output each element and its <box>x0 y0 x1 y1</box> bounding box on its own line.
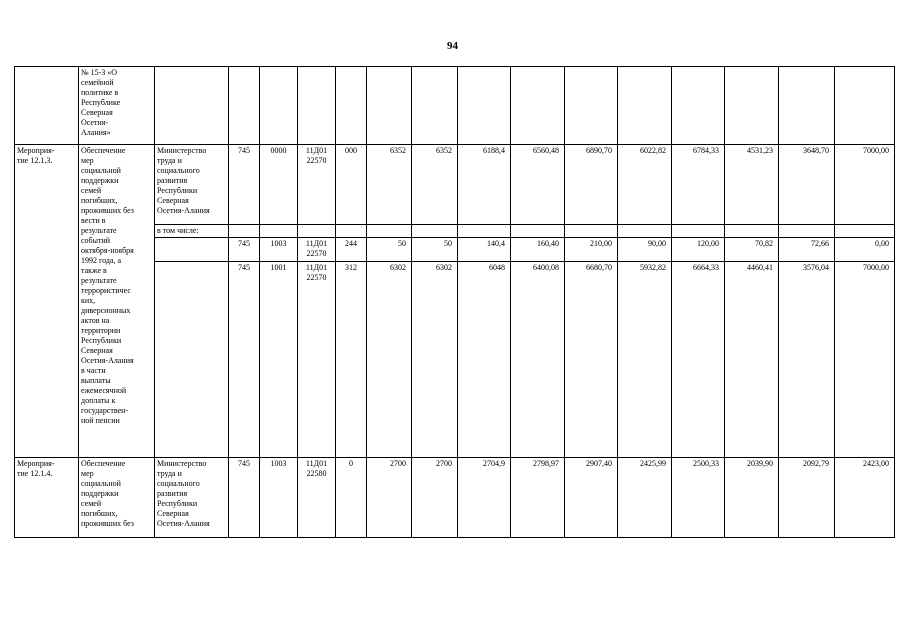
value-cell: 2907,40 <box>565 458 618 538</box>
value-cell: 2704,9 <box>458 458 511 538</box>
rzpr-cell: 1001 <box>260 262 298 458</box>
value-cell: 6352 <box>412 145 458 225</box>
event-cell: Мероприя- тие 12.1.4. <box>15 458 79 538</box>
value-cell: 2500,33 <box>672 458 725 538</box>
executor-cell: Министерство труда и социального развития Республики Северная Осетия-Алания <box>155 145 229 225</box>
vr-cell: 312 <box>336 262 367 458</box>
value-cell: 2423,00 <box>835 458 895 538</box>
value-cell: 2700 <box>367 458 412 538</box>
description-cell: № 15-З «О семейной политике в Республике Северная Осетия- Алания» <box>79 67 155 145</box>
csr-cell: 11Д01 22580 <box>298 458 336 538</box>
vr-cell: 244 <box>336 238 367 262</box>
value-cell: 2425,99 <box>618 458 672 538</box>
value-cell: 6352 <box>367 145 412 225</box>
table-row <box>15 458 895 538</box>
value-cell: 5932,82 <box>618 262 672 458</box>
value-cell: 6664,33 <box>672 262 725 458</box>
value-cell: 140,4 <box>458 238 511 262</box>
value-cell: 90,00 <box>618 238 672 262</box>
value-cell: 50 <box>412 238 458 262</box>
csr-cell: 11Д01 22570 <box>298 262 336 458</box>
value-cell: 2700 <box>412 458 458 538</box>
table-row <box>15 67 895 145</box>
rzpr-cell: 0000 <box>260 145 298 225</box>
vr-cell: 0 <box>336 458 367 538</box>
value-cell: 6188,4 <box>458 145 511 225</box>
value-cell: 6890,70 <box>565 145 618 225</box>
value-cell: 6302 <box>412 262 458 458</box>
budget-table <box>14 66 895 538</box>
value-cell: 210,00 <box>565 238 618 262</box>
value-cell: 0,00 <box>835 238 895 262</box>
grbs-cell: 745 <box>229 238 260 262</box>
executor-cell: Министерство труда и социального развития Республики Северная Осетия-Алания <box>155 458 229 538</box>
value-cell: 6560,48 <box>511 145 565 225</box>
value-cell: 3648,70 <box>779 145 835 225</box>
grbs-cell: 745 <box>229 458 260 538</box>
value-cell: 6400,08 <box>511 262 565 458</box>
page-number: 94 <box>447 40 458 52</box>
value-cell: 70,82 <box>725 238 779 262</box>
value-cell: 7000,00 <box>835 145 895 225</box>
value-cell: 72,66 <box>779 238 835 262</box>
grbs-cell: 745 <box>229 145 260 225</box>
value-cell: 4460,41 <box>725 262 779 458</box>
table-row <box>15 145 895 225</box>
description-cell: Обеспечение мер социальной поддержки семей погибших, проживших без <box>79 458 155 538</box>
value-cell: 6022,82 <box>618 145 672 225</box>
rzpr-cell: 1003 <box>260 238 298 262</box>
value-cell: 120,00 <box>672 238 725 262</box>
vr-cell: 000 <box>336 145 367 225</box>
value-cell: 3576,04 <box>779 262 835 458</box>
csr-cell: 11Д01 22570 <box>298 238 336 262</box>
description-cell: Обеспечение мер социальной поддержки семей погибших, проживших без вести в результате событий октября-ноября 1992 года, а также в результате террористичес ких, диверсионных актов на территории Республики Северная Осетия-Алания в части выплаты ежемесячной доплаты к государствен- ной пенсии <box>79 145 155 458</box>
value-cell: 160,40 <box>511 238 565 262</box>
value-cell: 6680,70 <box>565 262 618 458</box>
value-cell: 50 <box>367 238 412 262</box>
event-cell: Мероприя- тие 12.1.3. <box>15 145 79 458</box>
event-cell <box>15 67 79 145</box>
value-cell: 2039,90 <box>725 458 779 538</box>
value-cell: 6784,33 <box>672 145 725 225</box>
rzpr-cell: 1003 <box>260 458 298 538</box>
value-cell: 2798,97 <box>511 458 565 538</box>
value-cell: 4531,23 <box>725 145 779 225</box>
value-cell: 6048 <box>458 262 511 458</box>
including-label: в том числе: <box>155 225 229 238</box>
value-cell: 6302 <box>367 262 412 458</box>
value-cell: 7000,00 <box>835 262 895 458</box>
csr-cell: 11Д01 22570 <box>298 145 336 225</box>
value-cell: 2092,79 <box>779 458 835 538</box>
grbs-cell: 745 <box>229 262 260 458</box>
